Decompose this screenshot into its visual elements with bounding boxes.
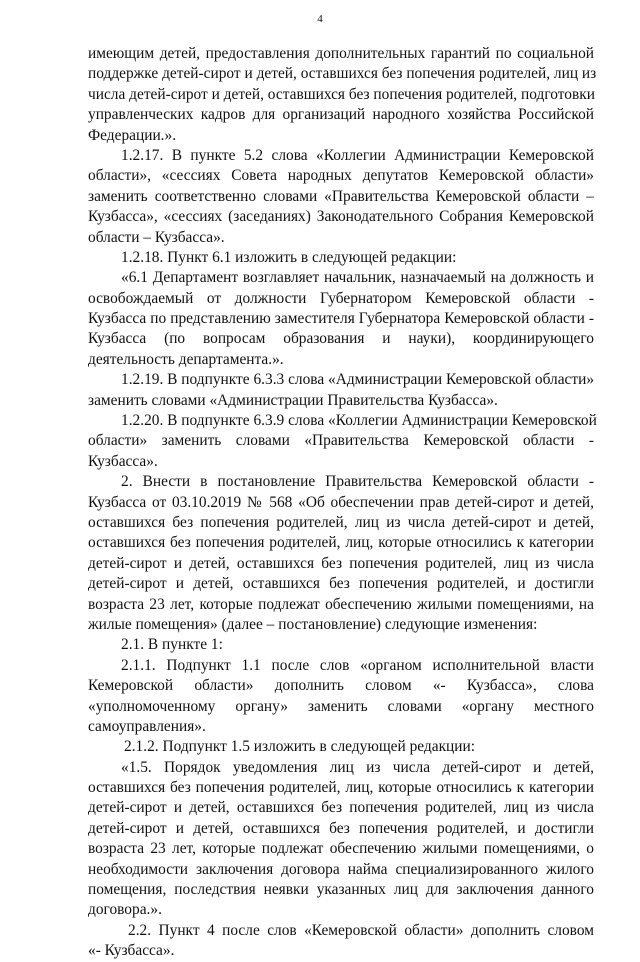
text-line: деятельность департамента.». [88, 350, 284, 368]
text-line: самоуправления». [88, 717, 206, 735]
text-line: оставшихся без попечения родителей, лиц из числа детей-сирот и детей, [88, 513, 594, 531]
text-line: 1.2.17. В пункте 5.2 слова «Коллегии Администрации Кемеровской [121, 146, 594, 164]
text-line: «- Кузбасса». [88, 942, 175, 960]
text-line: Федерации.». [88, 126, 177, 144]
text-line: 2.1.2. Подпункт 1.5 изложить в следующей редакции: [124, 738, 476, 756]
text-line: 1.2.19. В подпункте 6.3.3 слова «Администрации Кемеровской области» [121, 371, 595, 389]
text-line: оставшихся без попечения родителей, лиц, которые относились к категории [88, 779, 594, 797]
text-line: 1.2.20. В подпункте 6.3.9 слова «Коллегии Администрации Кемеровской [121, 412, 597, 430]
text-line: Кузбасса (по вопросам образования и науки), координирующего [88, 330, 594, 348]
text-line: возраста 23 лет, которые подлежат обеспечению жилыми помещениями, на [88, 595, 594, 613]
document-body [88, 44, 597, 962]
text-line: 2.2. Пункт 4 после слов «Кемеровской области» дополнить словом [128, 921, 594, 939]
text-line: детей-сирот и детей, оставшихся без попечения родителей, и достигли [88, 819, 594, 837]
text-line: области» заменить словами «Правительства Кемеровской области - [88, 432, 594, 450]
text-line: детей-сирот и детей, оставшихся без попечения родителей, и достигли [88, 575, 594, 593]
text-line: заменить соответственно словами «Правительства Кемеровской области – [88, 187, 594, 205]
text-line: области», «сессиях Совета народных депутатов Кемеровской области» [88, 167, 594, 185]
text-line: жилые помещения» (далее – постановление) следующие изменения: [88, 615, 538, 633]
text-line: освобождаемый от должности Губернатором Кемеровской области - [88, 289, 594, 307]
text-line: Кемеровской области» дополнить словом «- Кузбасса», слова [88, 677, 594, 695]
text-line: 1.2.18. Пункт 6.1 изложить в следующей редакции: [121, 248, 457, 266]
text-line: «1.5. Порядок уведомления лиц из числа детей-сирот и детей, [121, 758, 594, 776]
text-line: детей-сирот и детей, оставшихся без попечения родителей, лиц из числа [88, 554, 594, 572]
text-line: помещения, последствия неявки указанных лиц для заключения данного [88, 881, 594, 899]
page-number: 4 [317, 13, 323, 25]
text-line: 2.1.1. Подпункт 1.1 после слов «органом исполнительной власти [121, 656, 594, 674]
text-line: Кузбасса», «сессиях (заседаниях) Законодательного Собрания Кемеровской [88, 208, 594, 226]
text-line: «6.1 Департамент возглавляет начальник, назначаемый на должность и [121, 269, 594, 287]
text-line: Кузбасса». [88, 452, 158, 470]
text-line: договора.». [88, 901, 162, 919]
text-line: 2. Внести в постановление Правительства Кемеровской области - [121, 473, 594, 491]
text-line: заменить словами «Администрации Правительства Кузбасса». [88, 391, 498, 409]
text-line: «уполномоченному органу» заменить словами «органу местного [88, 697, 594, 715]
text-line: Кузбасса от 03.10.2019 № 568 «Об обеспечении прав детей-сирот и детей, [88, 493, 594, 511]
text-line: 2.1. В пункте 1: [121, 636, 223, 654]
text-line: необходимости заключения договора найма специализированного жилого [88, 860, 594, 878]
text-line: возраста 23 лет, которые подлежат обеспечению жилыми помещениями, о [88, 840, 594, 858]
text-line: Кузбасса по представлению заместителя Губернатора Кемеровской области - [88, 310, 594, 328]
text-line: детей-сирот и детей, оставшихся без попечения родителей, лиц из числа [88, 799, 594, 817]
text-line: области – Кузбасса». [88, 228, 225, 246]
text-line: управленческих кадров для организаций народного хозяйства Российской [88, 106, 594, 124]
text-line: имеющим детей, предоставления дополнительных гарантий по социальной [88, 45, 594, 62]
text-line: поддержке детей-сирот и детей, оставшихся без попечения родителей, лиц из [88, 65, 597, 83]
text-line: оставшихся без попечения родителей, лиц, которые относились к категории [88, 534, 594, 552]
text-line: числа детей-сирот и детей, оставшихся без попечения родителей, подготовки [88, 85, 595, 103]
